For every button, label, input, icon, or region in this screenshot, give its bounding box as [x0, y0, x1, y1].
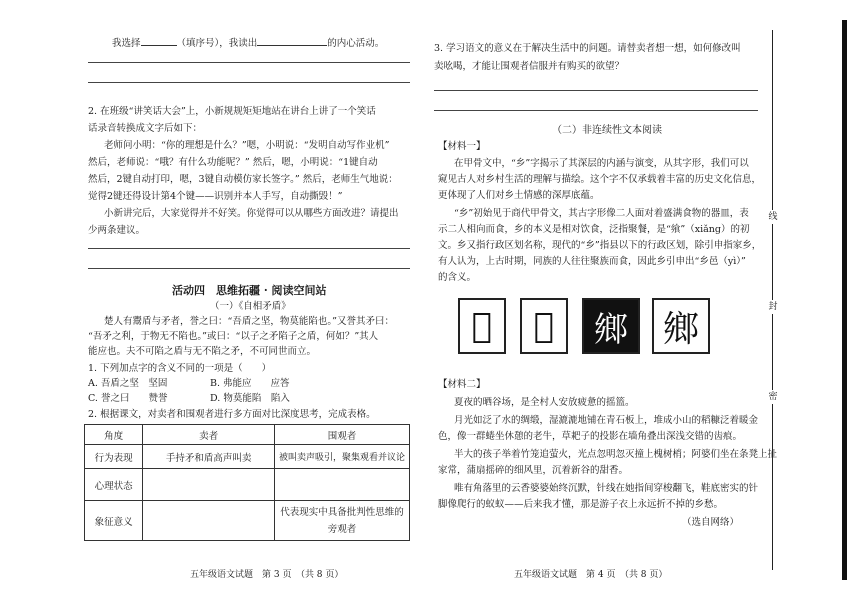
- material-1-label: 【材料一】: [438, 141, 486, 152]
- table-header-row: [85, 425, 410, 445]
- m1-line: 有人认为，上古时期，同族的人往往聚族而食，因此乡引申出“乡邑（yì）”: [438, 256, 746, 267]
- choice-content-blank[interactable]: [257, 45, 327, 46]
- glyph-char: 𨛜: [533, 306, 555, 346]
- q2-line-5: 然后，2键自动打印，嗯，3键自动模仿家长签字。” 然后，老师生气地说：: [88, 174, 398, 185]
- q3-line-1: 3. 学习语文的意义在于解决生活中的问题。请替卖者想一想，如何修改叫: [434, 43, 741, 54]
- passage-subtitle: （一）《自相矛盾》: [210, 301, 291, 312]
- m2-line: 脚像爬行的蚁蚁——后来我才懂，那是游子衣上永远折不掉的乡愁。: [438, 499, 724, 510]
- m2-line: 夏夜的晒谷场，是全村人安放疲惫的摇篮。: [454, 397, 635, 408]
- scan-edge: [842, 20, 847, 580]
- m1-line: 示二人相向而食，乡的本义是相对饮食，泛指聚餐，是“飨”（xiǎng）的初: [438, 224, 750, 235]
- choice-post: 的内心活动。: [327, 38, 385, 49]
- m1-line: 的含义。: [438, 272, 477, 283]
- passage-line-2: “吾矛之利，于物无不陷也。”或曰：“以子之矛陷子之盾，何如？”其人: [88, 331, 379, 342]
- glyph-char: 𨛜: [471, 306, 493, 346]
- table-answer-cell[interactable]: [143, 469, 275, 501]
- glyph-char: 鄉: [594, 309, 628, 350]
- table-header: 角度: [85, 425, 143, 445]
- q2-line-7: 小新讲完后，大家觉得并不好笑。你觉得可以从哪些方面改进？请提出: [104, 208, 399, 219]
- table-cell: 行为表现: [85, 445, 143, 469]
- binding-mark-feng: 封: [764, 300, 782, 314]
- m1-line: 在甲骨文中，“乡”字揭示了其深层的内涵与演变，从其字形，我们可以: [454, 158, 749, 169]
- table-header: 围观者: [274, 425, 409, 445]
- passage-line-1: 楚人有鬻盾与矛者，誉之曰：“吾盾之坚，物莫能陷也。”又誉其矛曰：: [104, 316, 394, 327]
- source-note: （选自网络）: [682, 517, 740, 528]
- m2-line: 唯有角落里的云香婆婆始终沉默，针线在她指间穿梭翻飞，鞋底密实的针: [454, 483, 759, 494]
- answer-line[interactable]: [434, 90, 758, 91]
- choice-pre: 我选择: [112, 38, 141, 49]
- q2-line-1: 2. 在班级“讲笑话大会”上，小新规规矩矩地站在讲台上讲了一个笑话: [88, 106, 376, 117]
- option-b[interactable]: B. 弗能应 应答: [210, 378, 290, 389]
- option-d[interactable]: D. 物莫能陷 陷入: [210, 393, 290, 404]
- m2-line: 月光如泛了水的绸缎，湿漉漉地铺在青石板上，堆成小山的稻糠泛着暖金: [454, 415, 759, 426]
- choice-mid: （填序号），我读出: [176, 38, 258, 49]
- glyph-seal-script: [582, 298, 640, 354]
- binding-mark-xian: 线: [764, 210, 782, 224]
- option-a[interactable]: A. 吾盾之坚 坚固: [88, 378, 168, 389]
- table-answer-cell[interactable]: [274, 469, 409, 501]
- table-row: [85, 501, 410, 541]
- table-cell: 象征意义: [85, 501, 143, 541]
- table-cell: 代表现实中具备批判性思维的旁观者: [274, 501, 409, 541]
- table-cell: 手持矛和盾高声叫卖: [143, 445, 275, 469]
- q2-line-4: 然后，老师说：“哦？有什么功能呢？” 然后，嗯，小明说：“1键自动: [88, 157, 378, 168]
- q2-line-6: 觉得2键还得设计第4个键——识别并本人手写，自动撕毁！”: [88, 191, 343, 202]
- comparison-table: [84, 424, 410, 541]
- m1-line: 窥见古人对乡村生活的理解与描绘。这个字不仅承载着丰富的历史文化信息，: [438, 174, 762, 185]
- table-cell: 被叫卖声吸引，聚集观看并议论: [274, 445, 409, 469]
- q2-line-8: 少两条建议。: [88, 225, 146, 236]
- m2-line: 色，像一群蜷坐休憩的老牛，草耙子的投影在墙角叠出深浅交错的齿痕。: [438, 431, 743, 442]
- choice-number-blank[interactable]: [141, 45, 177, 46]
- activity-title: 活动四 思维拓疆 · 阅读空间站: [172, 284, 327, 297]
- table-cell: 心理状态: [85, 469, 143, 501]
- answer-line[interactable]: [88, 62, 410, 63]
- choice-line: [112, 37, 384, 50]
- answer-line[interactable]: [88, 82, 410, 83]
- table-row: [85, 445, 410, 469]
- m1-line: “乡”初始见于商代甲骨文，其古字形像二人面对着盛满食物的器皿，表: [454, 208, 749, 219]
- q3-line-2: 卖吆喝，才能让围观者信服并有购买的欲望？: [434, 61, 625, 72]
- binding-mark-mi: 密: [764, 390, 782, 404]
- table-row: [85, 469, 410, 501]
- passage-line-3: 能应也。夫不可陷之盾与无不陷之矛，不可同世而立。: [88, 346, 317, 357]
- section-title: （二）非连续性文本阅读: [552, 125, 662, 136]
- material-2-label: 【材料二】: [438, 379, 486, 390]
- m1-line: 更体现了人们对乡土情感的深厚底蕴。: [438, 190, 600, 201]
- table-answer-cell[interactable]: [143, 501, 275, 541]
- answer-line[interactable]: [88, 248, 410, 249]
- glyph-char: 鄉: [662, 308, 699, 350]
- m2-line: 半大的孩子举着竹笼追萤火，光点忽明忽灭撞上槐树梢；阿婆们坐在条凳上扯: [454, 449, 778, 460]
- table-question: 2. 根据课文，对卖者和围观者进行多方面对比深度思考，完成表格。: [88, 409, 376, 420]
- m1-line: 文。乡又指行政区划名称，现代的“乡”指县以下的行政区划，除引申指家乡，: [438, 240, 762, 251]
- table-header: 卖者: [143, 425, 275, 445]
- glyph-oracle-bone: [458, 298, 506, 354]
- binding-line: [762, 30, 784, 570]
- mc-question: 1. 下列加点字的含义不同的一项是（ ）: [88, 363, 272, 374]
- q2-line-3: 老师问小明：“你的理想是什么？”嗯，小明说：“发明自动写作业机”: [104, 140, 390, 151]
- page-footer-right: 五年级语文试题 第 4 页 （共 8 页）: [514, 570, 668, 580]
- glyph-regular-script: [652, 298, 710, 354]
- glyph-bronze: [520, 298, 568, 354]
- q2-line-2: 话录音转换成文字后如下：: [88, 123, 203, 134]
- m2-line: 家常，蒲扇摇碎的细风里，沉着新谷的甜香。: [438, 465, 629, 476]
- answer-line[interactable]: [434, 110, 758, 111]
- answer-line[interactable]: [88, 268, 410, 269]
- page-footer-left: 五年级语文试题 第 3 页 （共 8 页）: [190, 570, 344, 580]
- option-c[interactable]: C. 誉之曰 赞誉: [88, 393, 168, 404]
